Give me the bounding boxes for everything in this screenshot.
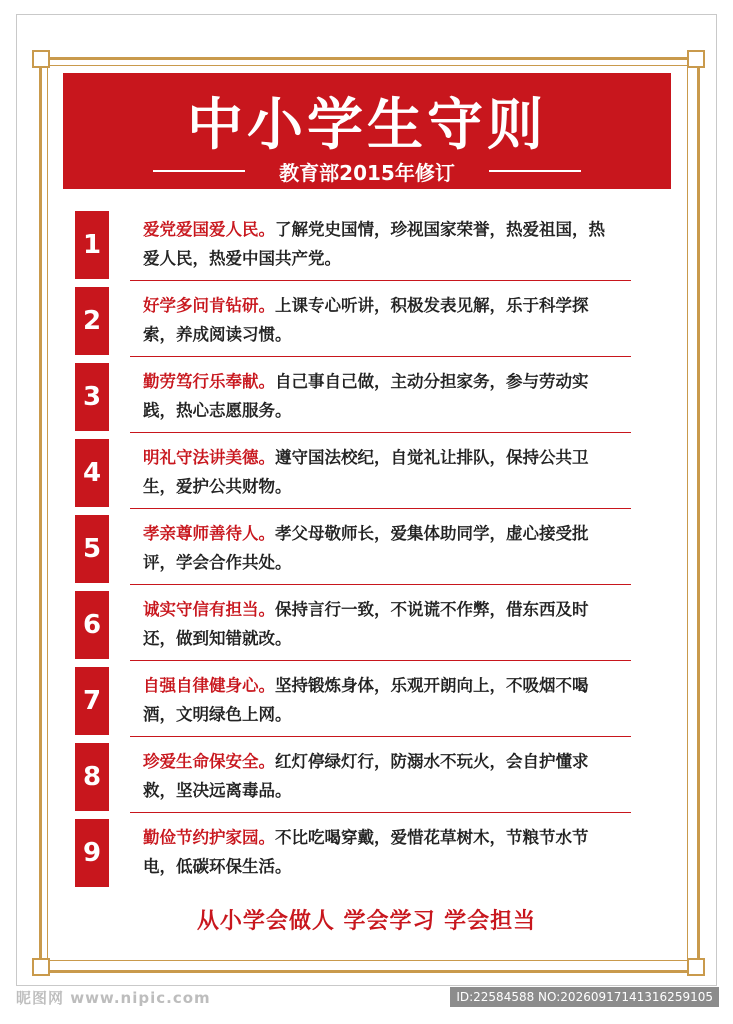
rule-body: 上课专心听讲，积极发表见解，乐于科学探索，养成阅读习惯。 (143, 296, 589, 344)
rule-number: 5 (75, 515, 109, 583)
rule-item (75, 591, 631, 667)
rule-item (75, 819, 631, 895)
rule-number: 3 (75, 363, 109, 431)
rule-number: 2 (75, 287, 109, 355)
rule-body: 了解党史国情，珍视国家荣誉，热爱祖国，热爱人民，热爱中国共产党。 (143, 220, 605, 268)
rule-divider (130, 660, 631, 661)
rule-heading: 珍爱生命保安全。 (143, 752, 275, 771)
rule-body: 不比吃喝穿戴，爱惜花草树木，节粮节水节电，低碳环保生活。 (143, 828, 589, 876)
watermark-bar (0, 986, 733, 1008)
rule-text (143, 595, 621, 653)
rule-body: 红灯停绿灯行，防溺水不玩火，会自护懂求救，坚决远离毒品。 (143, 752, 589, 800)
rule-divider (130, 280, 631, 281)
rule-text (143, 215, 621, 273)
frame-corner-ornament (687, 958, 705, 976)
rule-heading: 勤俭节约护家园。 (143, 828, 275, 847)
rule-item (75, 743, 631, 819)
rule-body: 坚持锻炼身体，乐观开朗向上，不吸烟不喝酒，文明绿色上网。 (143, 676, 589, 724)
rule-heading: 自强自律健身心。 (143, 676, 275, 695)
rule-heading: 好学多问肯钻研。 (143, 296, 275, 315)
rule-divider (130, 736, 631, 737)
rule-text (143, 747, 621, 805)
subtitle-divider-right (489, 170, 581, 172)
rule-item (75, 667, 631, 743)
rule-text (143, 671, 621, 729)
rule-heading: 诚实守信有担当。 (143, 600, 275, 619)
rule-number: 1 (75, 211, 109, 279)
rule-heading: 明礼守法讲美德。 (143, 448, 275, 467)
rule-divider (130, 432, 631, 433)
page-title: 中小学生守则 (187, 93, 547, 158)
watermark-site: 昵图网 www.nipic.com (16, 988, 211, 1007)
rule-heading: 孝亲尊师善待人。 (143, 524, 275, 543)
rules-list (75, 211, 631, 895)
rule-text (143, 291, 621, 349)
rule-heading: 勤劳笃行乐奉献。 (143, 372, 275, 391)
rule-body: 孝父母敬师长，爱集体助同学，虚心接受批评，学会合作共处。 (143, 524, 589, 572)
frame-corner-ornament (32, 958, 50, 976)
watermark-id: ID:22584588 NO:20260917141316259105 (450, 987, 719, 1007)
rule-number: 7 (75, 667, 109, 735)
rule-item (75, 439, 631, 515)
title-banner (63, 73, 671, 189)
rule-number: 9 (75, 819, 109, 887)
rule-number: 6 (75, 591, 109, 659)
rule-number: 4 (75, 439, 109, 507)
rule-item (75, 211, 631, 287)
rule-divider (130, 356, 631, 357)
rule-heading: 爱党爱国爱人民。 (143, 220, 275, 239)
rule-text (143, 443, 621, 501)
rule-divider (130, 508, 631, 509)
frame-corner-ornament (687, 50, 705, 68)
rule-body: 自己事自己做，主动分担家务，参与劳动实践，热心志愿服务。 (143, 372, 589, 420)
rule-divider (130, 812, 631, 813)
rule-text (143, 367, 621, 425)
rule-body: 遵守国法校纪，自觉礼让排队，保持公共卫生，爱护公共财物。 (143, 448, 589, 496)
rule-body: 保持言行一致，不说谎不作弊，借东西及时还，做到知错就改。 (143, 600, 589, 648)
rule-item (75, 363, 631, 439)
slogan: 从小学会做人 学会学习 学会担当 (196, 909, 537, 934)
rule-divider (130, 584, 631, 585)
page-subtitle: 教育部2015年修订 (279, 161, 455, 185)
rule-text (143, 823, 621, 881)
rule-text (143, 519, 621, 577)
rule-item (75, 287, 631, 363)
frame-corner-ornament (32, 50, 50, 68)
rule-item (75, 515, 631, 591)
rule-number: 8 (75, 743, 109, 811)
